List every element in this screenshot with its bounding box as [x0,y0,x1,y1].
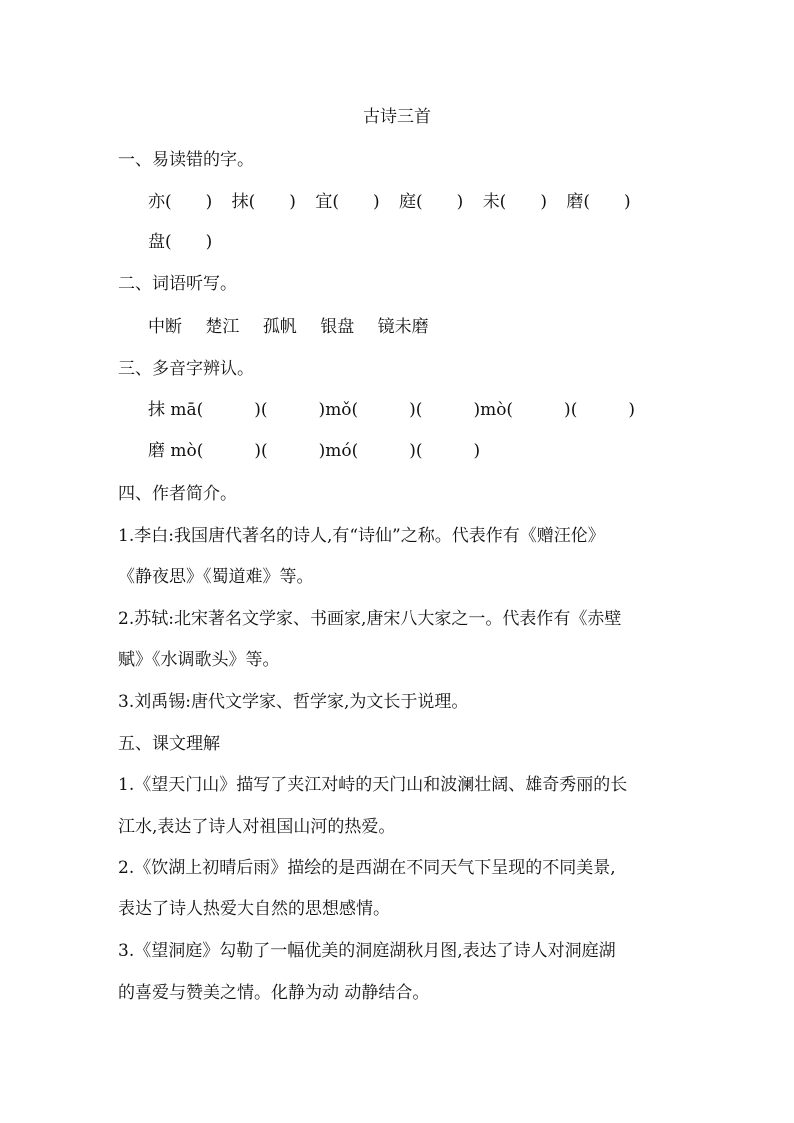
char-item: 庭( ) [399,192,464,212]
char-item: 磨( ) [566,192,631,212]
analysis-2-line-1: 2.《饮湖上初晴后雨》描绘的是西湖在不同天气下呈现的不同美景, [118,858,616,878]
char-item: 宜( ) [315,192,380,212]
analysis-1-line-2: 江水,表达了诗人对祖国山河的热爱。 [118,817,396,837]
author-libai-line-2: 《静夜思》《蜀道难》等。 [118,567,314,587]
char-item: 盘( ) [148,232,213,252]
polyphone-line-2: 磨 mò( )( )mó( )( ) [148,441,481,461]
section-1-row-1 [148,191,631,213]
word-item: 楚江 [205,317,240,337]
word-list [148,316,429,338]
analysis-3-line-1: 3.《望洞庭》勾勒了一幅优美的洞庭湖秋月图,表达了诗人对洞庭湖 [118,941,616,961]
page-title: 古诗三首 [363,107,431,127]
char-item: 亦( ) [148,192,213,212]
word-item: 中断 [148,317,182,337]
char-item: 未( ) [482,192,547,212]
author-sushi-line-2: 赋》《水调歌头》等。 [118,650,280,670]
author-sushi-line-1: 2.苏轼:北宋著名文学家、书画家,唐宋八大家之一。代表作有《赤壁 [118,609,622,629]
polyphone-line-1: 抹 mā( )( )mǒ( )( )mò( )( ) [148,400,635,420]
analysis-3-line-2: 的喜爱与赞美之情。化静为动 动静结合。 [118,983,430,1003]
author-libai-line-1: 1.李白:我国唐代著名的诗人,有“诗仙”之称。代表作有《赠汪伦》 [118,526,605,546]
section-3-heading: 三、多音字辨认。 [118,359,254,379]
section-5-heading: 五、课文理解 [118,734,220,754]
section-1-row-2 [148,231,212,253]
section-2-heading: 二、词语听写。 [118,274,237,294]
section-4-heading: 四、作者简介。 [118,484,237,504]
word-item: 孤帆 [262,317,297,337]
analysis-1-line-1: 1.《望天门山》描写了夹江对峙的天门山和波澜壮阔、雄奇秀丽的长 [118,775,628,795]
word-item: 镜未磨 [377,317,429,337]
analysis-2-line-2: 表达了诗人热爱大自然的思想感情。 [118,899,390,919]
char-item: 抹( ) [231,192,296,212]
word-item: 银盘 [320,317,355,337]
author-liuyuxi-line-1: 3.刘禹锡:唐代文学家、哲学家,为文长于说理。 [118,692,469,712]
section-1-heading: 一、易读错的字。 [118,150,254,170]
